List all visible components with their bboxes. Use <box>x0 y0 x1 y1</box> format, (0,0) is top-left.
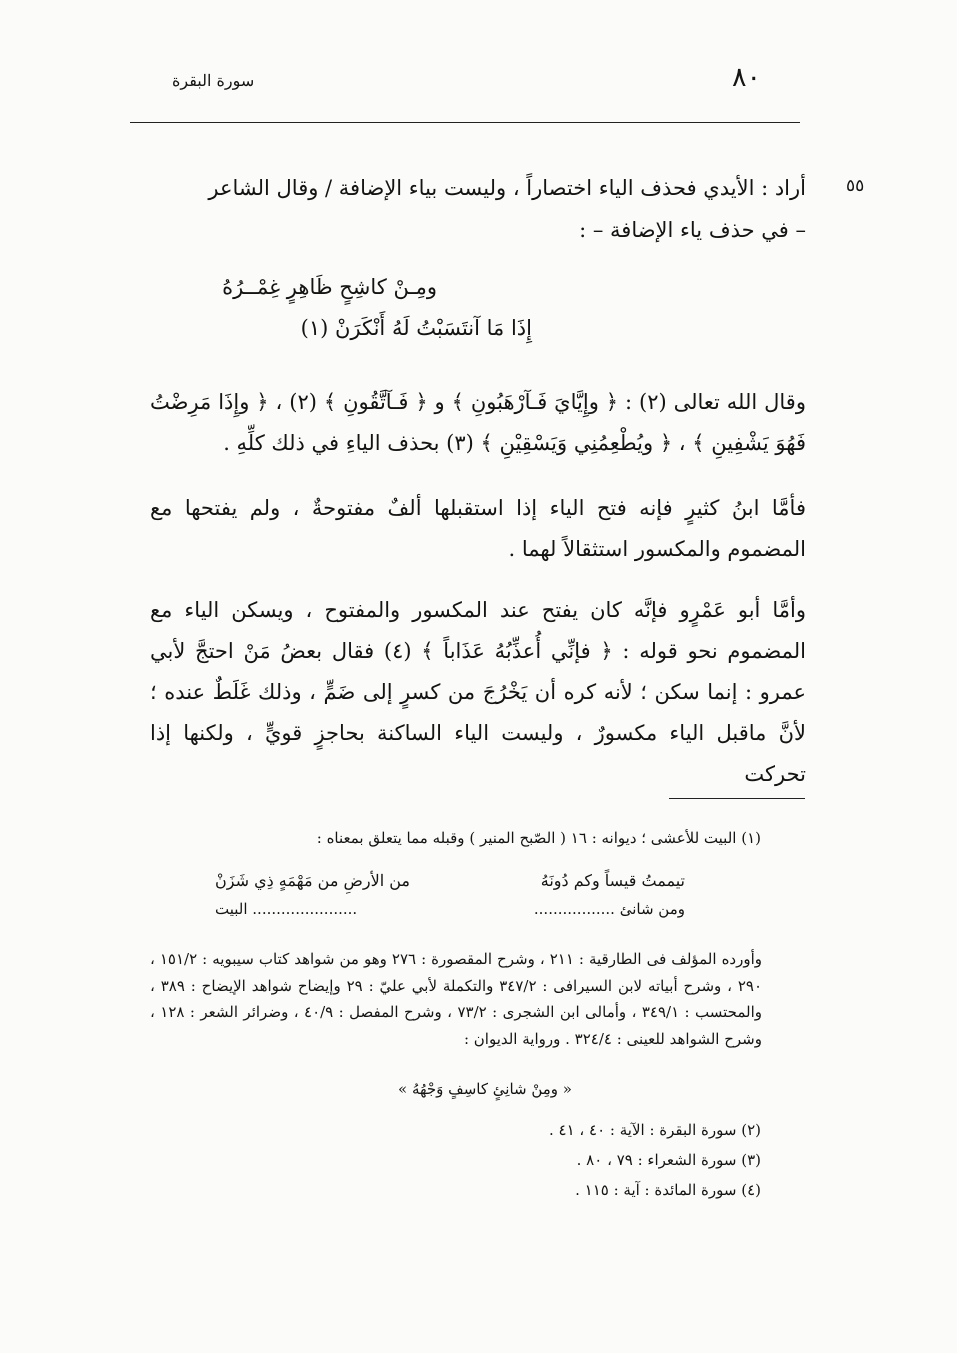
footnote-1-verse-2a: ومن شانئ ................. <box>533 900 685 918</box>
paragraph-4: وأمَّا أبو عَمْرٍو فإنَّه كان يفتح عند المكسور والمفتوح ، ويسكن الياء مع المضموم نحو قوله : ﴿ فإنِّي أُعذِّبُهُ عَذَاباً ﴾ (٤) فقال بعضُ مَنْ احتجَّ لأبي عمرو : إنما سكن ؛ لأنه كره أن يَخْرُجَ من كسرٍ إلى ضَمٍّ ، وذلك غَلَطٌ عنده ؛ لأنَّ ماقبل الياء مكسورٌ ، وليست الياء الساكنة بحاجزٍ قويٍّ ، ولكنها إذا تحركت <box>150 598 807 786</box>
footnote-4: (٤) سورة المائدة : آية : ١١٥ . <box>575 1181 761 1199</box>
footnote-3: (٣) سورة الشعراء : ٧٩ ، ٨٠ . <box>576 1151 761 1169</box>
running-header-title: سورة البقرة <box>172 71 255 90</box>
footnote-separator <box>669 798 805 799</box>
paragraph-2: وقال الله تعالى (٢) : ﴿ وإِيَّايَ فَـآرْهَبُونِ ﴾ و ﴿ فَـآتَّقُونِ ﴾ (٢) ، ﴿ وإِذَا مَرِضْتُ فَهُوَ يَشْفِينِ ﴾ ، ﴿ ويُطْعِمُنِي وَيَسْقِيْنِ ﴾ (٣) بحذف الياءِ في ذلك كلِّهِ . <box>150 390 806 455</box>
verse-line-1: ومِـنْ كاشِحٍ ظَاهِرٍ غِمْــرُهُ <box>222 275 437 299</box>
paragraph-1-line-1: أراد : الأيدي فحذف الياء اختصاراً ، وليست بياء الإضافة / وقال الشاعر <box>208 176 806 200</box>
footnote-1-intro: (١) البيت للأعشى ؛ ديوانه : ١٦ ( الصّبح المنير ) وقبله مما يتعلق بمعناه : <box>316 829 761 847</box>
footnote-1-verse-2b: ...................... البيت <box>215 900 358 918</box>
footnote-1-verse-1b: من الأرضِ من مَهْمَهٍ ذِي شَزَنْ <box>215 871 410 890</box>
footnote-1-variant: « ومِنْ شانِئٍ كاسِفٍ وَجْهُهُ » <box>398 1080 572 1098</box>
margin-folio-number: ٥٥ <box>846 176 865 196</box>
footnote-1-verse-1a: تيممتُ قيساً وكم دُونَهُ <box>540 871 685 890</box>
paragraph-1-line-2: – في حذف ياء الإضافة – : <box>579 218 806 242</box>
header-rule <box>130 122 800 123</box>
footnote-2: (٢) سورة البقرة : الآية : ٤٠ ، ٤١ . <box>548 1121 761 1139</box>
footnote-1-sources: وأورده المؤلف فى الطارقية : ٢١١ ، وشرح المقصورة : ٢٧٦ وهو من شواهد كتاب سيبويه : ١٥١/٢ ، ٢٩٠ ، وشرح أبياته لابن السيرافى : ٣٤٧/٢ والتكملة لأبي عليّ : ٢٩ وإيضاح شواهد الإيضاح : ٣٨٩ ، والمحتسب : ٣٤٩/١ ، وأمالى ابن الشجرى : ٧٣/٢ ، وشرح المفصل : ٤٠/٩ ، وضرائر الشعر : ١٢٨ ، وشرح الشواهد للعينى : ٣٢٤/٤ . ورواية الديوان : <box>150 950 763 1048</box>
paragraph-3: فأمَّا ابنُ كثيرٍ فإنه فتح الياء إذا استقبلها ألفٌ مفتوحةٌ ، ولم يفتحها مع المضموم والمكسور استثقالاً لهما . <box>150 496 806 561</box>
verse-line-2: إِذَا مَا آنتَسَبْتُ لَهُ أَنْكَرَنْ (١) <box>300 316 532 340</box>
page-number: ٨٠ <box>732 62 762 93</box>
